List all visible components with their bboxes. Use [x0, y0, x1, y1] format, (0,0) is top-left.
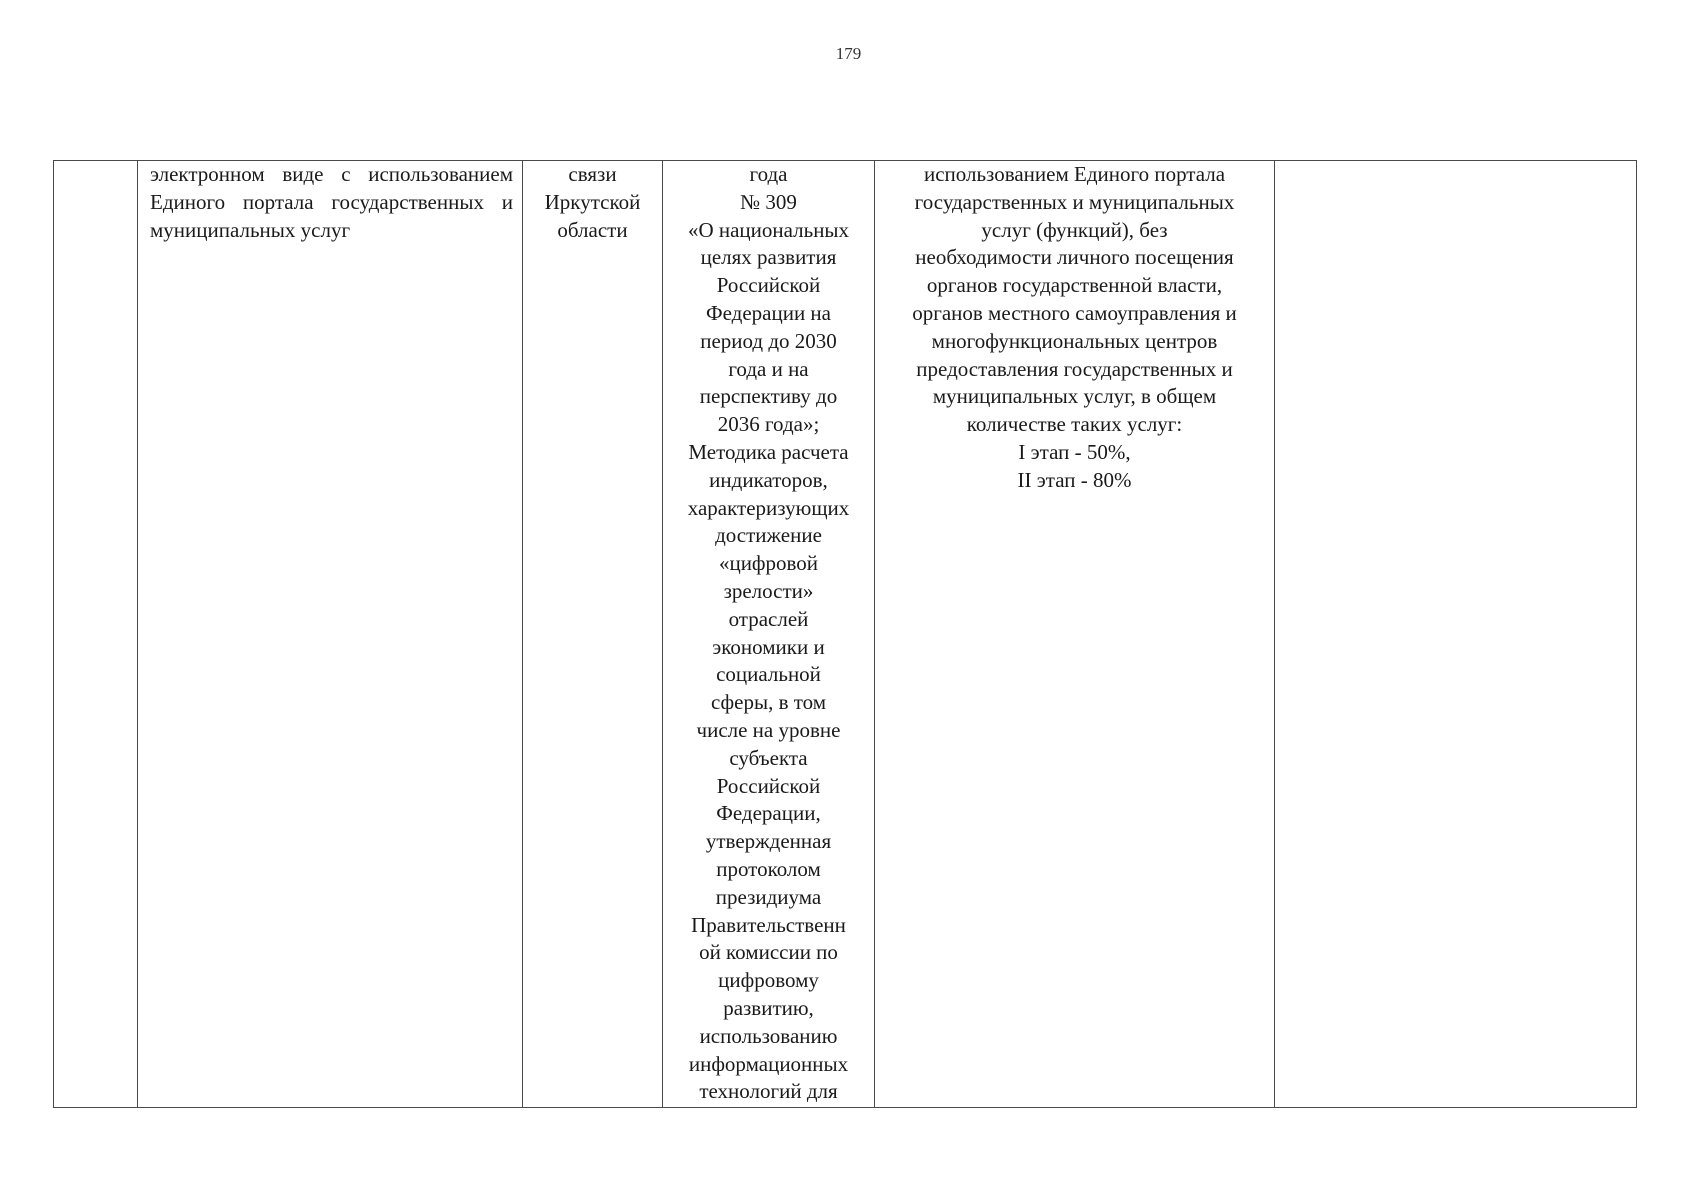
table-cell-note: [1275, 161, 1637, 1108]
indicator-text-last-line: муниципальных услуг: [150, 217, 351, 242]
table-cell-basis: [663, 161, 875, 1108]
table-cell-target-value: [875, 161, 1275, 1108]
document-table: [53, 160, 1637, 1108]
indicator-text-main: электронном виде с использованием Единого портала государственных и: [150, 162, 513, 214]
table-cell-number: [54, 161, 138, 1108]
target-value-text: использованием Единого портала государственных и муниципальных услуг (функций), без необходимости личного посещения органов государственной власти, органов местного самоуправления и многофункциональных центров предоставления государственных и муниципальных услуг, в общем количестве таких услуг: I этап - 50%, II этап - 80%: [912, 162, 1237, 492]
basis-text: года № 309 «О национальных целях развития Российской Федерации на период до 2030 года и на перспективу до 2036 года»; Методика расчета индикаторов, характеризующих достижение «цифровой зрелости» отраслей экономики и социальной сферы, в том числе на уровне субъекта Российской Федерации, утвержденная протоколом президиума Правительственн ой комиссии по цифровому развитию, использованию информационных технологий для: [687, 162, 850, 1104]
table-cell-indicator: [138, 161, 523, 1108]
responsible-text: связи Иркутской области: [544, 162, 641, 242]
indicator-text: [138, 161, 522, 244]
table-row: [54, 161, 1637, 1108]
table-cell-responsible: [523, 161, 663, 1108]
page-number: 179: [835, 44, 862, 63]
